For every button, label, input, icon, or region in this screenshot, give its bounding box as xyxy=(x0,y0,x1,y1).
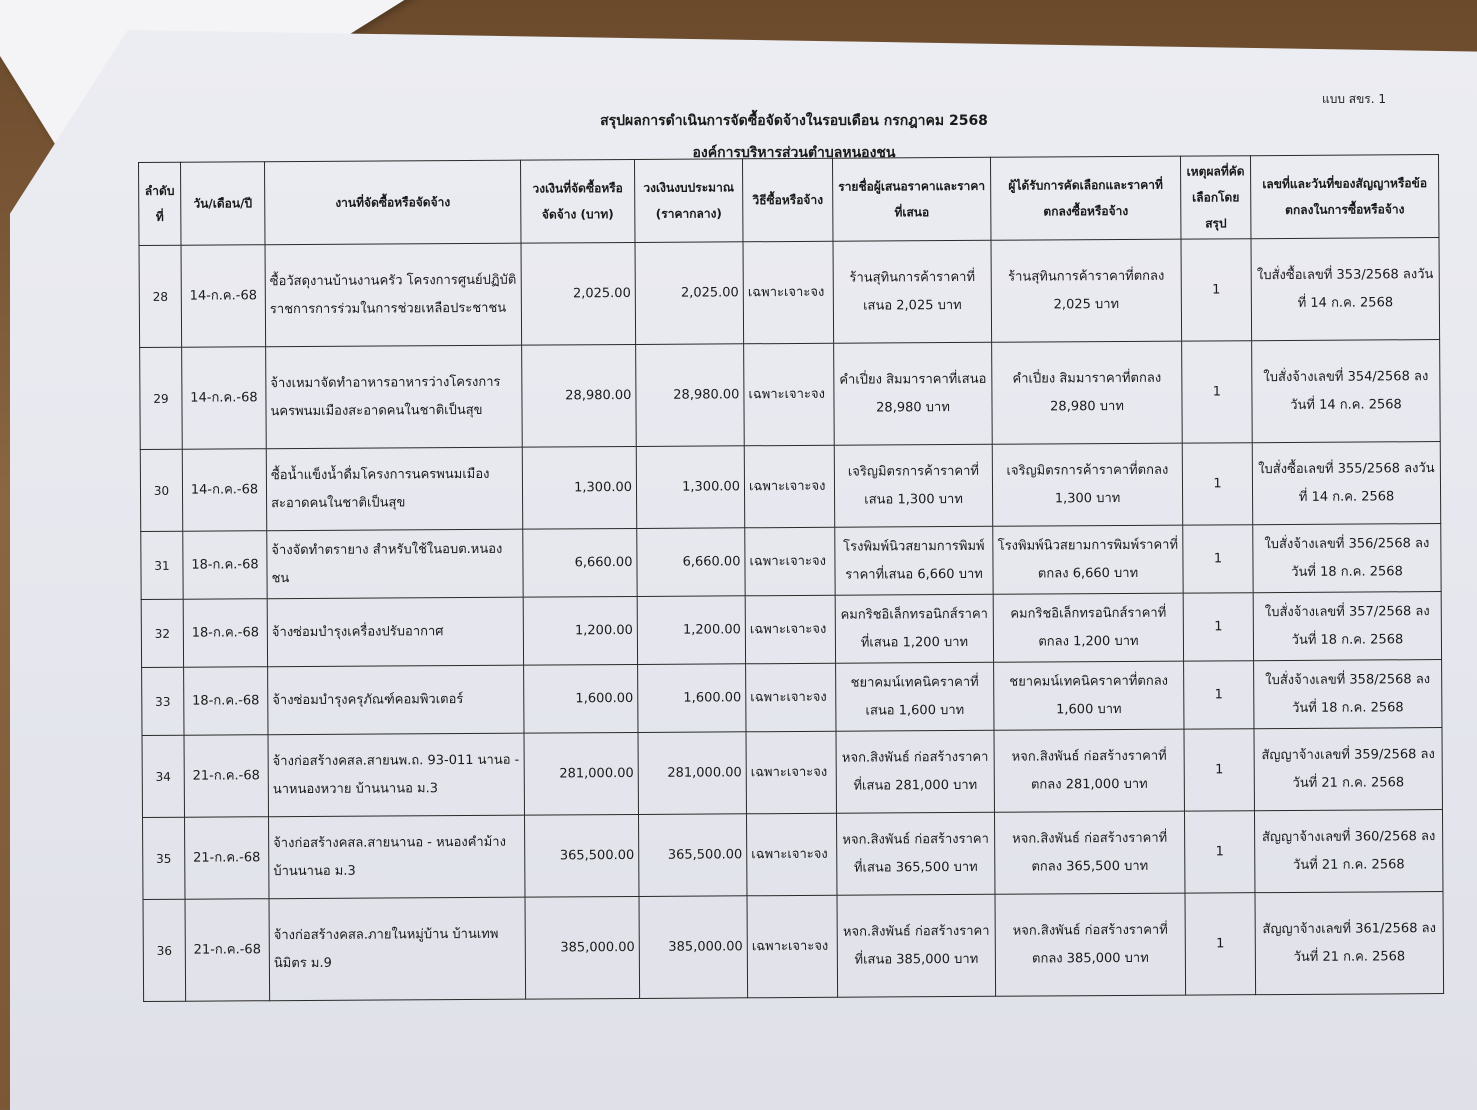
row-reason: 1 xyxy=(1182,341,1253,443)
row-budget: 385,000.00 xyxy=(525,896,640,999)
row-reason: 1 xyxy=(1185,893,1256,995)
row-budget: 1,300.00 xyxy=(522,446,636,529)
row-reason: 1 xyxy=(1184,661,1254,729)
row-method: เฉพาะเจาะจง xyxy=(746,813,836,896)
row-contract: สัญญาจ้างเลขที่ 359/2568 ลงวันที่ 21 ก.ค. 2568 xyxy=(1254,728,1442,811)
row-no: 29 xyxy=(140,347,183,449)
table-row xyxy=(143,892,1444,1002)
row-bidders: คมกริชอิเล็กทรอนิกส์ราคาที่เสนอ 1,200 บาท xyxy=(835,594,993,663)
row-item: ซื้อวัสดุงานบ้านงานครัว โครงการศูนย์ปฏิบัติราชการการร่วมในการช่วยเหลือประชาชน xyxy=(265,243,522,347)
row-reason: 1 xyxy=(1183,525,1253,593)
row-budget: 1,200.00 xyxy=(523,596,637,665)
row-bidders: หจก.สิงพันธ์ ก่อสร้างราคาที่เสนอ 281,000 บาท xyxy=(836,730,994,813)
header-reason: เหตุผลที่คัดเลือกโดยสรุป xyxy=(1180,156,1251,239)
row-item: จ้างเหมาจัดทำอาหารอาหารว่างโครงการนครพนมเมืองสะอาดคนในชาติเป็นสุข xyxy=(266,345,523,449)
row-date: 18-ก.ค.-68 xyxy=(184,667,268,736)
row-winner: ชยาคมน์เทคนิคราคาที่ตกลง 1,600 บาท xyxy=(994,661,1184,730)
row-winner: คำเปี่ยง สิมมาราคาที่ตกลง 28,980 บาท xyxy=(992,341,1183,444)
row-contract: ใบสั่งจ้างเลขที่ 358/2568 ลงวันที่ 18 ก.ค. 2568 xyxy=(1254,660,1442,729)
row-method: เฉพาะเจาะจง xyxy=(746,663,836,732)
row-median-price: 1,300.00 xyxy=(636,446,744,529)
table-row xyxy=(142,728,1442,818)
row-no: 35 xyxy=(143,817,186,899)
row-date: 18-ก.ค.-68 xyxy=(183,599,267,668)
header-median-price: วงเงินงบประมาณ (ราคากลาง) xyxy=(634,159,743,243)
row-bidders: หจก.สิงพันธ์ ก่อสร้างราคาที่เสนอ 385,000 บาท xyxy=(837,894,996,997)
header-date: วัน/เดือน/ปี xyxy=(181,162,266,246)
row-contract: ใบสั่งซื้อเลขที่ 353/2568 ลงวันที่ 14 ก.ค. 2568 xyxy=(1251,238,1440,341)
row-winner: หจก.สิงพันธ์ ก่อสร้างราคาที่ตกลง 365,500 บาท xyxy=(994,811,1184,894)
row-contract: ใบสั่งจ้างเลขที่ 357/2568 ลงวันที่ 18 ก.ค. 2568 xyxy=(1253,592,1441,661)
row-winner: หจก.สิงพันธ์ ก่อสร้างราคาที่ตกลง 385,000 บาท xyxy=(995,893,1186,996)
row-item: จ้างซ่อมบำรุงครุภัณฑ์คอมพิวเตอร์ xyxy=(268,665,524,735)
row-winner: โรงพิมพ์นิวสยามการพิมพ์ราคาที่ตกลง 6,660 บาท xyxy=(993,525,1183,594)
row-method: เฉพาะเจาะจง xyxy=(745,527,835,596)
row-item: จ้างก่อสร้างคสล.สายนานอ - หนองคำม้าง บ้านนานอ ม.3 xyxy=(269,815,525,899)
document-title: สรุปผลการดำเนินการจัดซื้อจัดจ้างในรอบเดือน กรกฎาคม 2568 xyxy=(600,113,988,129)
row-reason: 1 xyxy=(1184,729,1254,811)
row-item: จ้างซ่อมบำรุงเครื่องปรับอากาศ xyxy=(267,597,523,667)
row-median-price: 385,000.00 xyxy=(639,896,748,999)
row-contract: ใบสั่งจ้างเลขที่ 354/2568 ลงวันที่ 14 ก.ค. 2568 xyxy=(1252,340,1441,443)
header-budget: วงเงินที่จัดซื้อหรือจัดจ้าง (บาท) xyxy=(520,159,635,243)
row-method: เฉพาะเจาะจง xyxy=(745,595,835,664)
row-date: 21-ก.ค.-68 xyxy=(184,735,268,818)
row-bidders: ชยาคมน์เทคนิคราคาที่เสนอ 1,600 บาท xyxy=(836,662,994,731)
row-budget: 1,600.00 xyxy=(524,664,638,733)
row-method: เฉพาะเจาะจง xyxy=(743,241,834,344)
row-reason: 1 xyxy=(1183,593,1253,661)
row-contract: ใบสั่งซื้อเลขที่ 355/2568 ลงวันที่ 14 ก.ค. 2568 xyxy=(1252,442,1440,525)
row-winner: ร้านสุทินการค้าราคาที่ตกลง 2,025 บาท xyxy=(991,239,1182,342)
row-winner: เจริญมิตรการค้าราคาที่ตกลง 1,300 บาท xyxy=(992,443,1182,526)
row-method: เฉพาะเจาะจง xyxy=(744,445,834,528)
row-item: จ้างจัดทำตรายาง สำหรับใช้ในอบต.หนองชน xyxy=(267,529,523,599)
row-item: จ้างก่อสร้างคสล.สายนพ.ถ. 93-011 นานอ - นาหนองหวาย บ้านนานอ ม.3 xyxy=(268,733,524,817)
row-date: 14-ก.ค.-68 xyxy=(181,245,266,348)
row-date: 18-ก.ค.-68 xyxy=(183,531,267,600)
header-no: ลำดับที่ xyxy=(139,162,182,245)
header-item: งานที่จัดซื้อหรือจัดจ้าง xyxy=(265,160,522,245)
row-median-price: 281,000.00 xyxy=(638,732,746,815)
row-item: จ้างก่อสร้างคสล.ภายในหมู่บ้าน บ้านเทพนิมิตร ม.9 xyxy=(269,897,526,1001)
table-row xyxy=(141,592,1441,668)
row-budget: 6,660.00 xyxy=(523,528,637,597)
row-median-price: 28,980.00 xyxy=(636,344,745,447)
row-median-price: 6,660.00 xyxy=(637,528,745,597)
header-bidders: รายชื่อผู้เสนอราคาและราคาที่เสนอ xyxy=(832,157,991,241)
organization-name: องค์การบริหารส่วนตำบลหนองชน xyxy=(692,145,896,161)
row-item: ซื้อน้ำแข็งน้ำดื่มโครงการนครพนมเมืองสะอาดคนในชาติเป็นสุข xyxy=(266,447,522,531)
row-method: เฉพาะเจาะจง xyxy=(746,731,836,814)
table-header-row xyxy=(139,155,1439,246)
row-date: 21-ก.ค.-68 xyxy=(185,899,270,1002)
header-contract: เลขที่และวันที่ของสัญญาหรือข้อตกลงในการซื้อหรือจ้าง xyxy=(1250,155,1439,239)
row-bidders: ร้านสุทินการค้าราคาที่เสนอ 2,025 บาท xyxy=(833,240,992,343)
row-winner: หจก.สิงพันธ์ ก่อสร้างราคาที่ตกลง 281,000 บาท xyxy=(994,729,1184,812)
row-reason: 1 xyxy=(1182,443,1252,525)
row-no: 33 xyxy=(142,667,184,735)
row-bidders: เจริญมิตรการค้าราคาที่เสนอ 1,300 บาท xyxy=(834,444,992,527)
row-bidders: คำเปี่ยง สิมมาราคาที่เสนอ 28,980 บาท xyxy=(834,342,993,445)
row-budget: 2,025.00 xyxy=(521,242,636,345)
table-row xyxy=(141,524,1441,600)
row-date: 14-ก.ค.-68 xyxy=(182,347,267,450)
row-median-price: 1,600.00 xyxy=(638,664,746,733)
row-contract: ใบสั่งจ้างเลขที่ 356/2568 ลงวันที่ 18 ก.ค. 2568 xyxy=(1253,524,1441,593)
row-budget: 281,000.00 xyxy=(524,732,638,815)
row-budget: 365,500.00 xyxy=(524,814,638,897)
table-row xyxy=(140,442,1440,532)
row-method: เฉพาะเจาะจง xyxy=(744,343,835,446)
row-no: 34 xyxy=(142,735,185,817)
row-reason: 1 xyxy=(1184,811,1254,893)
row-bidders: หจก.สิงพันธ์ ก่อสร้างราคาที่เสนอ 365,500 บาท xyxy=(836,812,994,895)
row-median-price: 2,025.00 xyxy=(635,242,744,345)
row-no: 36 xyxy=(143,899,186,1001)
table-row xyxy=(143,810,1443,900)
form-code: แบบ สขร. 1 xyxy=(1322,92,1387,106)
row-median-price: 1,200.00 xyxy=(637,596,745,665)
row-no: 28 xyxy=(139,245,182,347)
table-row xyxy=(139,238,1440,348)
procurement-table xyxy=(138,154,1444,1002)
row-bidders: โรงพิมพ์นิวสยามการพิมพ์ราคาที่เสนอ 6,660 บาท xyxy=(835,526,993,595)
row-budget: 28,980.00 xyxy=(522,344,637,447)
row-no: 30 xyxy=(140,449,183,531)
row-date: 14-ก.ค.-68 xyxy=(182,449,266,532)
row-date: 21-ก.ค.-68 xyxy=(185,817,269,900)
row-no: 32 xyxy=(141,599,183,667)
row-contract: สัญญาจ้างเลขที่ 361/2568 ลงวันที่ 21 ก.ค. 2568 xyxy=(1255,892,1444,995)
row-winner: คมกริชอิเล็กทรอนิกส์ราคาที่ตกลง 1,200 บาท xyxy=(993,593,1183,662)
row-median-price: 365,500.00 xyxy=(638,814,746,897)
row-no: 31 xyxy=(141,531,183,599)
table-row xyxy=(140,340,1441,450)
header-method: วิธีซื้อหรือจ้าง xyxy=(742,158,833,242)
row-method: เฉพาะเจาะจง xyxy=(747,895,838,998)
header-winner: ผู้ได้รับการคัดเลือกและราคาที่ตกลงซื้อหรือจ้าง xyxy=(990,156,1181,240)
row-reason: 1 xyxy=(1181,239,1252,341)
row-contract: สัญญาจ้างเลขที่ 360/2568 ลงวันที่ 21 ก.ค. 2568 xyxy=(1254,810,1442,893)
table-row xyxy=(142,660,1442,736)
